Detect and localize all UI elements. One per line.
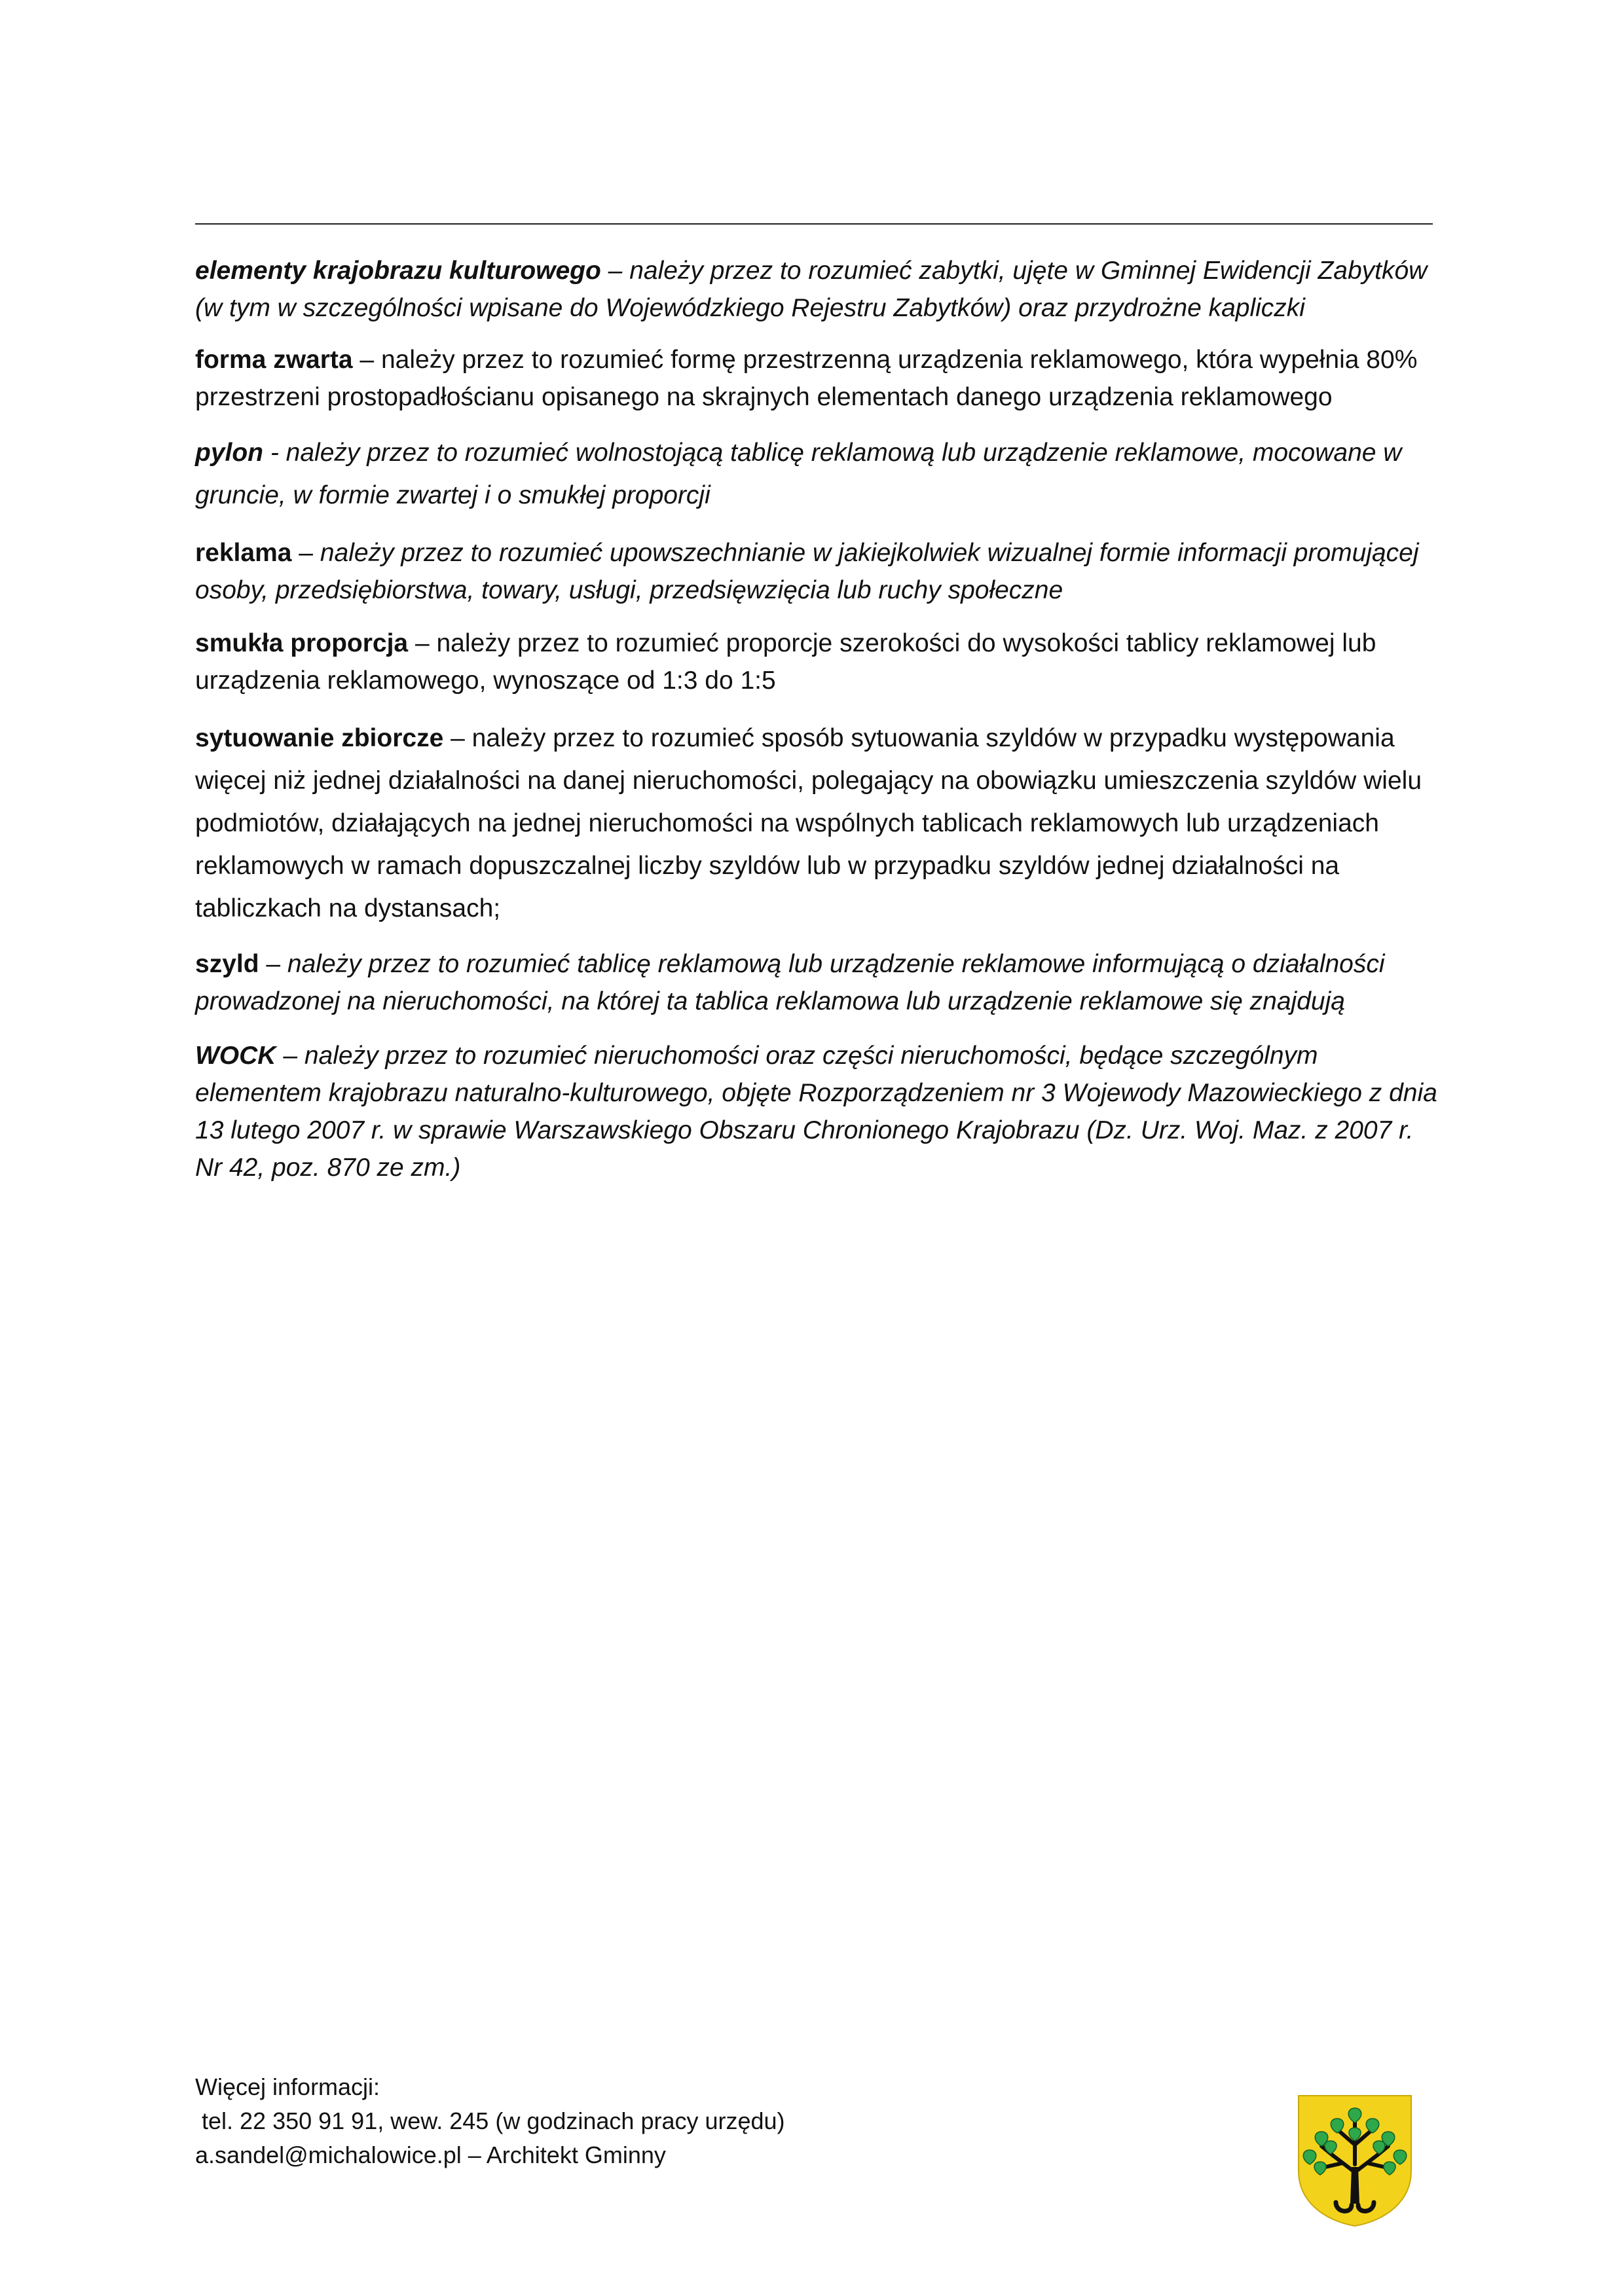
contact-footer — [195, 2070, 785, 2172]
definition-description: należy przez to rozumieć proporcje szerokości do wysokości tablicy reklamowej lub urządzenia reklamowego, wynoszące od 1:3 do 1:5 — [195, 629, 1376, 695]
definition-description: należy przez to rozumieć zabytki, ujęte w Gminnej Ewidencji Zabytków (w tym w szczególności wpisane do Wojewódzkiego Rejestru Zabytków) oraz przydrożne kapliczki — [195, 257, 1428, 322]
footer-phone: tel. 22 350 91 91, wew. 245 (w godzinach pracy urzędu) — [195, 2107, 785, 2134]
definition-term: elementy krajobrazu kulturowego — [195, 257, 601, 285]
definition-separator: – — [352, 346, 381, 374]
footer-email[interactable]: a.sandel@michalowice.pl – Architekt Gminny — [195, 2141, 666, 2168]
definition-separator: – — [443, 724, 472, 752]
definition-separator: – — [276, 1042, 304, 1070]
header-divider — [195, 223, 1433, 225]
definition-szyld — [195, 945, 1447, 1020]
definition-description: należy przez to rozumieć upowszechnianie w jakiejkolwiek wizualnej formie informacji promującej osoby, przedsiębiorstwa, towary, usługi, przedsięwzięcia lub ruchy społeczne — [195, 539, 1419, 604]
definition-separator: - — [263, 439, 286, 467]
definition-wock — [195, 1037, 1447, 1186]
definition-reklama — [195, 534, 1447, 609]
definition-term: smukła proporcja — [195, 629, 409, 657]
definition-pylon — [195, 431, 1447, 517]
definition-elementy-krajobrazu — [195, 252, 1447, 327]
definitions-list — [195, 252, 1447, 1186]
definition-separator: – — [291, 539, 320, 567]
definition-term: forma zwarta — [195, 346, 353, 374]
definition-smukla-proporcja — [195, 625, 1447, 699]
definition-term: WOCK — [195, 1042, 276, 1070]
definition-term: reklama — [195, 539, 292, 567]
definition-separator: – — [600, 257, 630, 285]
definition-description: należy przez to rozumieć formę przestrzenną urządzenia reklamowego, która wypełnia 80% przestrzeni prostopadłościanu opisanego na skrajnych elementach danego urządzenia reklamowego — [195, 346, 1418, 411]
definition-forma-zwarta — [195, 341, 1447, 416]
definition-description: należy przez to rozumieć wolnostojącą tablicę reklamową lub urządzenie reklamowe, mocowane w gruncie, w formie zwartej i o smukłej proporcji — [195, 439, 1402, 509]
definition-sytuowanie-zbiorcze — [195, 717, 1447, 930]
definition-term: pylon — [195, 439, 263, 467]
definition-term: szyld — [195, 950, 259, 978]
definition-separator: – — [259, 950, 287, 978]
definition-description: należy przez to rozumieć sposób sytuowania szyldów w przypadku występowania więcej niż jednej działalności na danej nieruchomości, polegający na obowiązku umieszczenia szyldów wielu podmiotów, działających na jednej nieruchomości na wspólnych tablicach reklamowych lub urządzeniach reklamowych w ramach dopuszczalnej liczby szyldów lub w przypadku szyldów jednej działalności na tabliczkach na dystansach; — [195, 724, 1422, 922]
coat-of-arms-icon — [1297, 2094, 1413, 2228]
definition-term: sytuowanie zbiorcze — [195, 724, 444, 752]
definition-description: należy przez to rozumieć tablicę reklamową lub urządzenie reklamowe informującą o działalności prowadzonej na nieruchomości, na której ta tablica reklamowa lub urządzenie reklamowe się znajdują — [195, 950, 1385, 1015]
definition-description: należy przez to rozumieć nieruchomości oraz części nieruchomości, będące szczególnym elementem krajobrazu naturalno-kulturowego, objęte Rozporządzeniem nr 3 Wojewody Mazowieckiego z dnia 13 lutego 2007 r. w sprawie Warszawskiego Obszaru Chronionego Krajobrazu (Dz. Urz. Woj. Maz. z 2007 r. Nr 42, poz. 870 ze zm.) — [195, 1042, 1437, 1182]
footer-heading: Więcej informacji: — [195, 2073, 380, 2100]
definition-separator: – — [408, 629, 437, 657]
